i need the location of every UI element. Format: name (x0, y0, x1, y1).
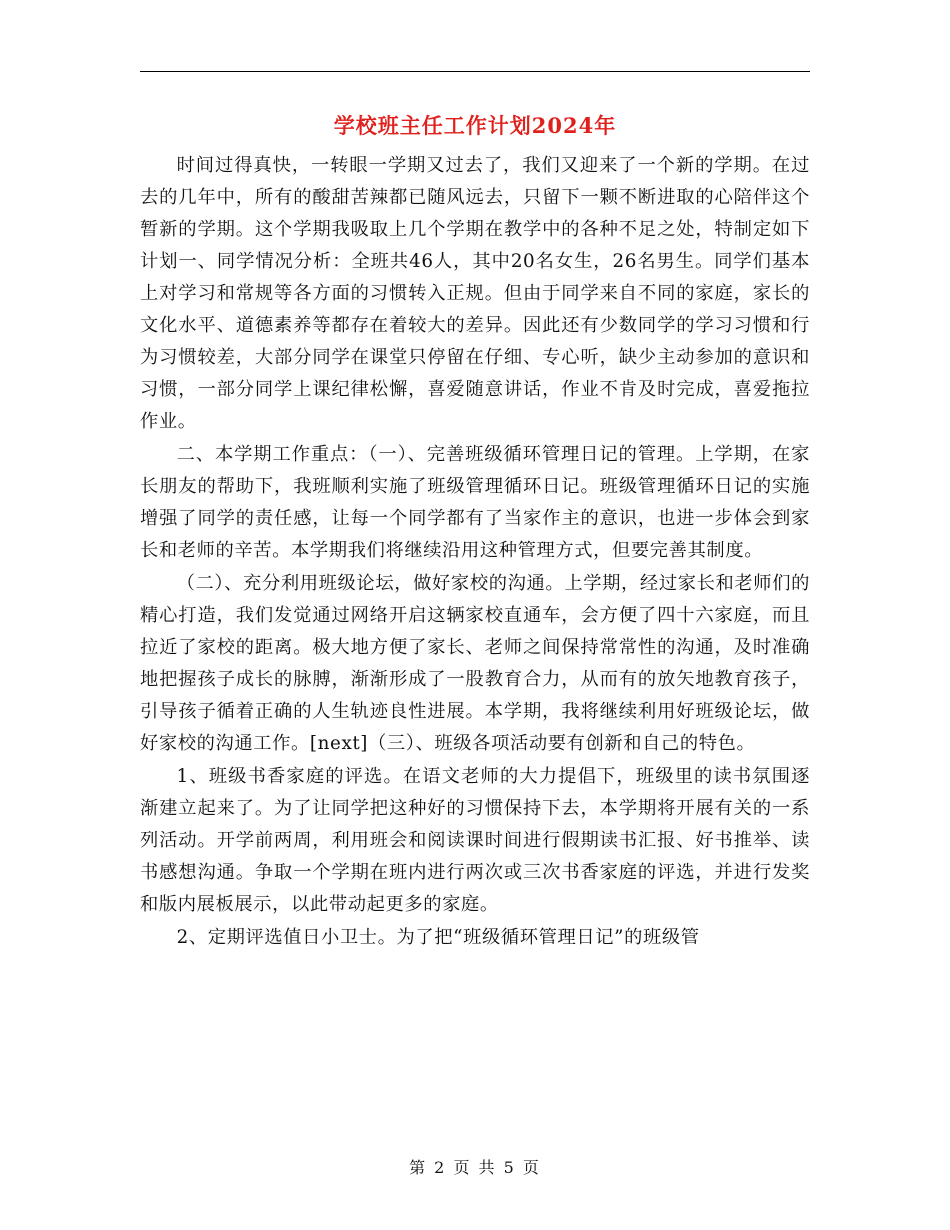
paragraph: 二、本学期工作重点：（一）、完善班级循环管理日记的管理。上学期，在家长朋友的帮助下，我班顺利实施了班级管理循环日记。班级管理循环日记的实施增强了同学的责任感，让每一个同学都有了当家作主的意识，也进一步体会到家长和老师的辛苦。本学期我们将继续沿用这种管理方式，但要完善其制度。 (140, 444, 810, 561)
header-rule (140, 71, 810, 72)
paragraph: 时间过得真快，一转眼一学期又过去了，我们又迎来了一个新的学期。在过去的几年中，所有的酸甜苦辣都已随风远去，只留下一颗不断进取的心陪伴这个暂新的学期。这个学期我吸取上几个学期在教学中的各种不足之处，特制定如下计划一、同学情况分析：全班共46人，其中20名女生，26名男生。同学们基本上对学习和常规等各方面的习惯转入正规。但由于同学来自不同的家庭，家长的文化水平、道德素养等都存在着较大的差异。因此还有少数同学的学习习惯和行为习惯较差，大部分同学在课堂只停留在仔细、专心听，缺少主动参加的意识和习惯，一部分同学上课纪律松懈，喜爱随意讲话，作业不肯及时完成，喜爱拖拉作业。 (140, 155, 810, 432)
document-body (140, 150, 810, 954)
paragraph: 1、班级书香家庭的评选。在语文老师的大力提倡下，班级里的读书氛围逐渐建立起来了。为了让同学把这种好的习惯保持下去，本学期将开展有关的一系列活动。开学前两周，利用班会和阅读课时间进行假期读书汇报、好书推举、读书感想沟通。争取一个学期在班内进行两次或三次书香家庭的评选，并进行发奖和版内展板展示，以此带动起更多的家庭。 (140, 766, 810, 915)
paragraph: （二）、充分利用班级论坛，做好家校的沟通。上学期，经过家长和老师们的精心打造，我们发觉通过网络开启这辆家校直通车，会方便了四十六家庭，而且拉近了家校的距离。极大地方便了家长、老师之间保持常常性的沟通，及时准确地把握孩子成长的脉膊，渐渐形成了一股教育合力，从而有的放矢地教育孩子，引导孩子循着正确的人生轨迹良性进展。本学期，我将继续利用好班级论坛，做好家校的沟通工作。[next]（三）、班级各项活动要有创新和自己的特色。 (140, 573, 810, 754)
page-number-footer: 第 2 页 共 5 页 (409, 1158, 541, 1177)
document-title: 学校班主任工作计划2024年 (333, 113, 617, 138)
paragraph: 2、定期评选值日小卫士。为了把“班级循环管理日记”的班级管 (176, 927, 700, 948)
